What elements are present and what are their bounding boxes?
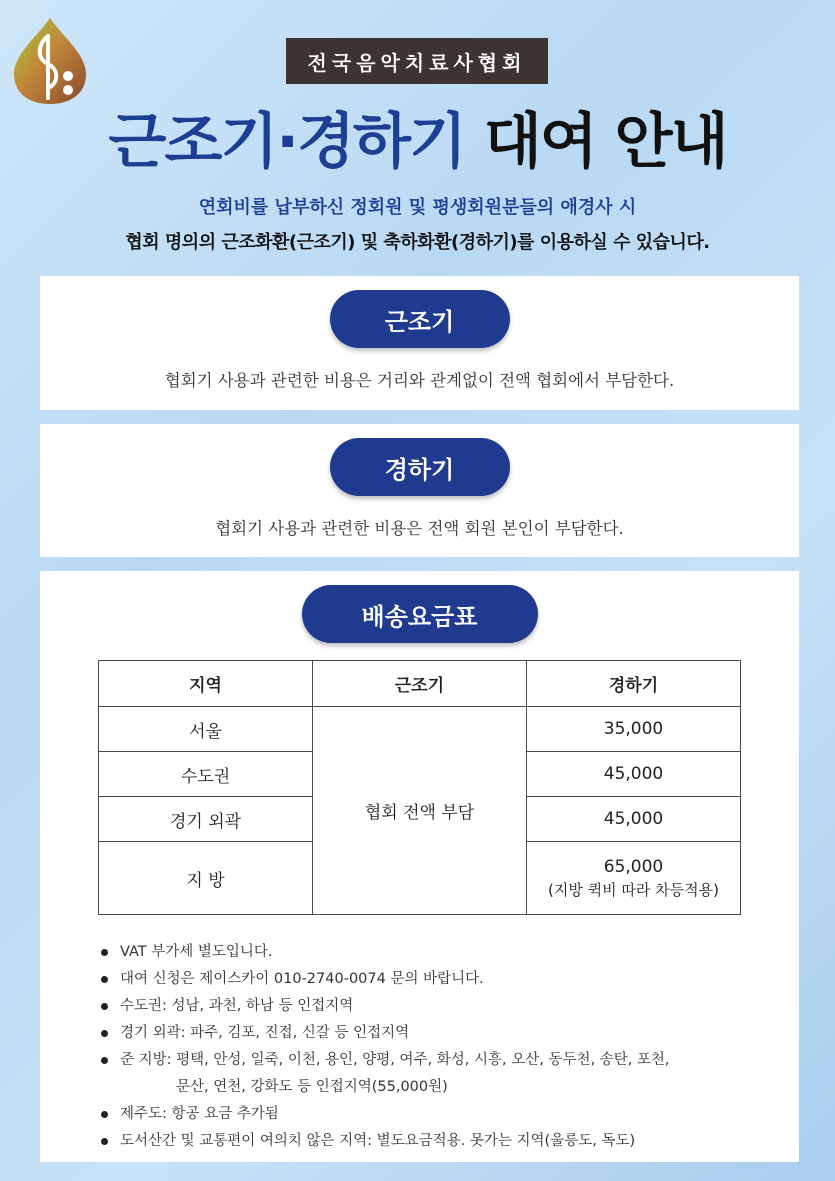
header-celebration: 경하기 [527, 661, 741, 707]
table-header-row [99, 661, 741, 707]
note-item [98, 1047, 778, 1101]
region-cell: 지 방 [99, 842, 313, 915]
region-cell: 서울 [99, 707, 313, 752]
celebration-fee-cell: 45,000 [527, 752, 741, 797]
notes-list [98, 939, 778, 1155]
note-item: VAT 부가세 별도입니다. [98, 939, 778, 966]
fee-table-card [40, 571, 799, 1162]
celebration-card [40, 424, 799, 557]
celebration-fee-cell: 45,000 [527, 797, 741, 842]
condolence-label-pill: 근조기 [330, 290, 510, 348]
music-logo-icon [8, 14, 92, 106]
note-item: 제주도: 항공 요금 추가됨 [98, 1101, 778, 1128]
note-continuation: 문산, 연천, 강화도 등 인접지역(55,000원) [176, 1079, 448, 1095]
celebration-fee-cell: 35,000 [527, 707, 741, 752]
title-black-part: 대여 안내 [483, 107, 727, 177]
condolence-card [40, 276, 799, 410]
org-name-badge: 전국음악치료사협회 [286, 38, 548, 84]
table-row [99, 707, 741, 752]
subtitle-line-2: 협회 명의의 근조화환(근조기) 및 축하화환(경하기)를 이용하실 수 있습니다. [125, 232, 710, 253]
condolence-text: 협회기 사용과 관련한 비용은 거리와 관계없이 전액 협회에서 부담한다. [164, 371, 675, 390]
page-title [0, 100, 835, 184]
celebration-label-pill: 경하기 [330, 438, 510, 496]
fee-table [98, 660, 741, 915]
title-blue-part: 근조기·경하기 [108, 107, 465, 177]
celebration-fee-cell [527, 842, 741, 915]
note-item: 도서산간 및 교통편이 여의치 않은 지역: 별도요금적용. 못가는 지역(울릉도, 독도) [98, 1128, 778, 1155]
celebration-text: 협회기 사용과 관련한 비용은 전액 회원 본인이 부담한다. [215, 519, 624, 538]
fee-table-label-pill: 배송요금표 [302, 585, 538, 643]
note-item: 경기 외곽: 파주, 김포, 진접, 신갈 등 인접지역 [98, 1020, 778, 1047]
region-cell: 수도권 [99, 752, 313, 797]
header-condolence: 근조기 [313, 661, 527, 707]
celebration-fee-value: 65,000 [603, 856, 664, 877]
note-item: 대여 신청은 제이스카이 010-2740-0074 문의 바랍니다. [98, 966, 778, 993]
note-text: 준 지방: 평택, 안성, 일죽, 이천, 용인, 양평, 여주, 화성, 시흥, 오산, 동두천, 송탄, 포천, [120, 1052, 670, 1068]
condolence-fee-cell: 협회 전액 부담 [313, 707, 527, 915]
note-item: 수도권: 성남, 과천, 하남 등 인접지역 [98, 993, 778, 1020]
header-region: 지역 [99, 661, 313, 707]
region-cell: 경기 외곽 [99, 797, 313, 842]
celebration-fee-note: (지방 퀵비 따라 차등적용) [548, 880, 719, 899]
subtitle-line-1: 연회비를 납부하신 정회원 및 평생회원분들의 애경사 시 [198, 197, 637, 218]
